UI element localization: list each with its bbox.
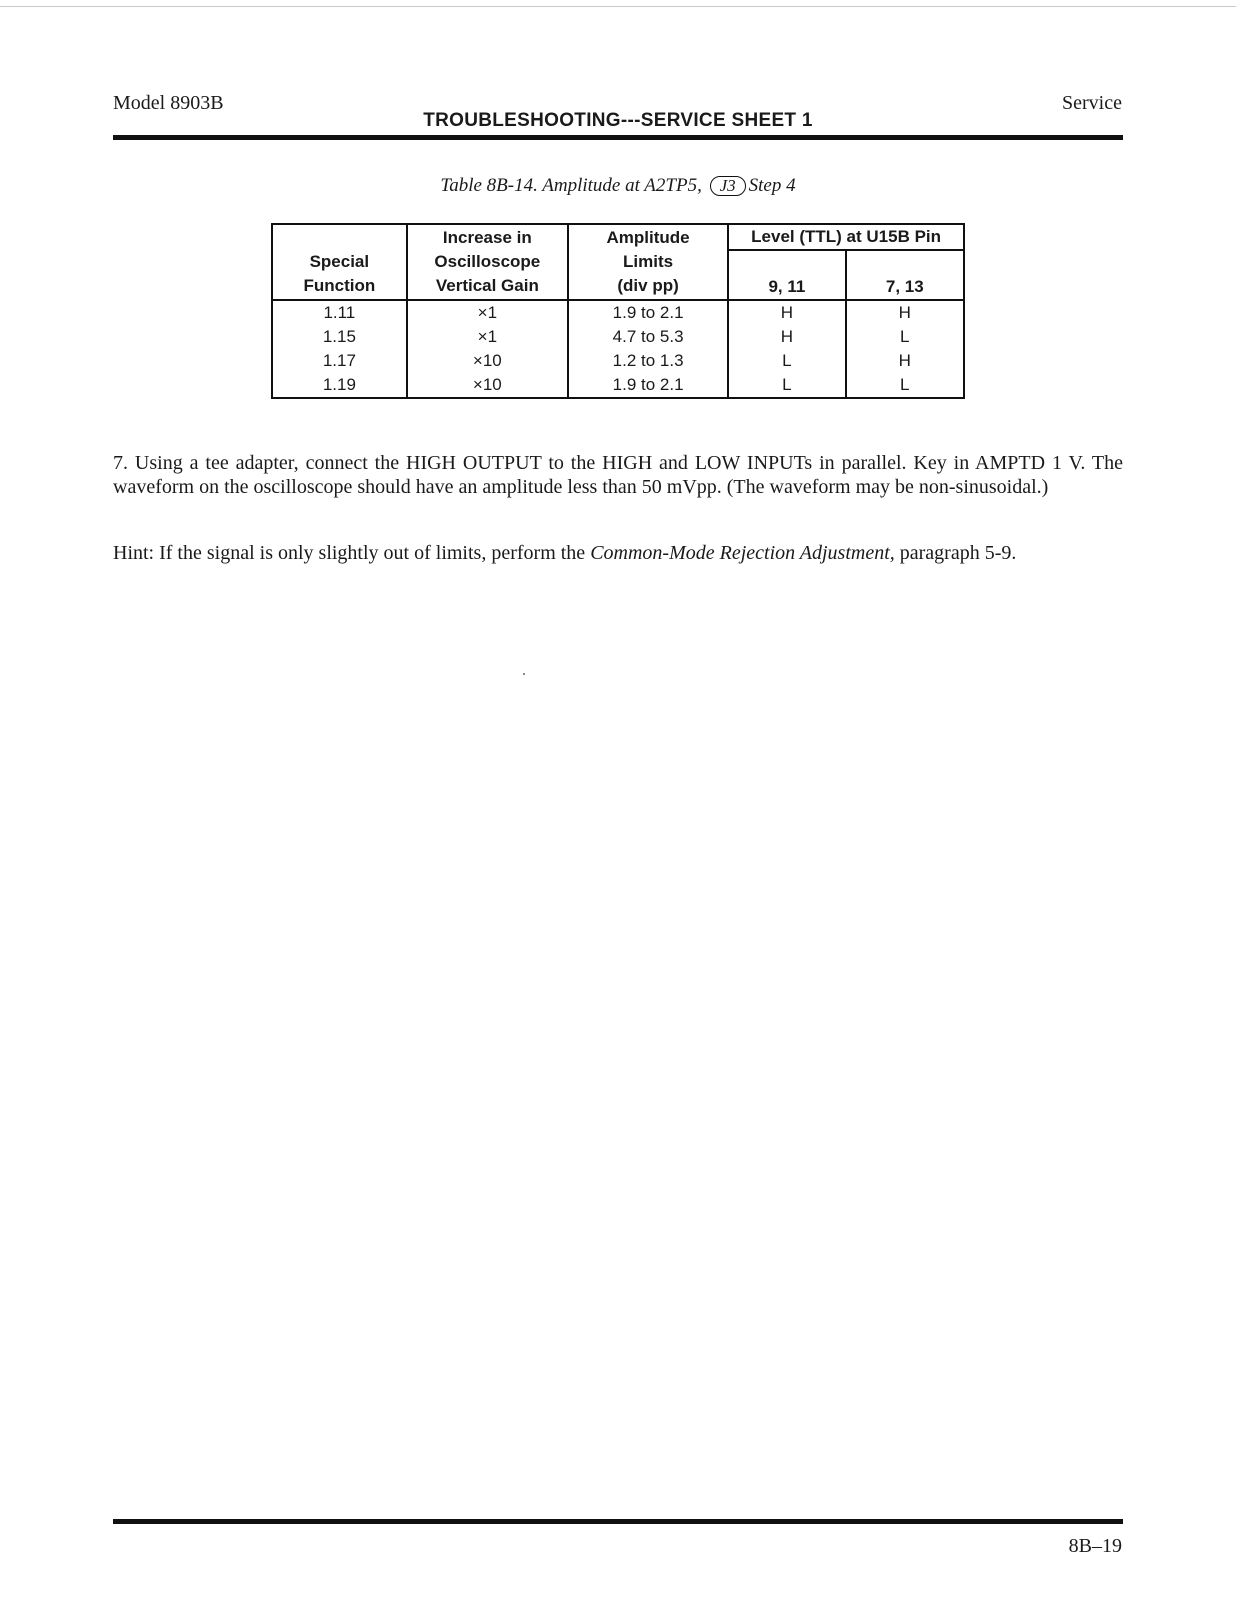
table-row [272,300,964,325]
table-caption [0,175,1236,197]
cell-pin-b: H [846,349,964,373]
header-special-function: Special Function [272,224,407,300]
header-gain: Increase in Oscilloscope Vertical Gain [407,224,568,300]
cell-pin-a: H [728,325,845,349]
scan-speck [523,673,525,675]
cell-limits: 4.7 to 5.3 [568,325,728,349]
header-pin-a-blank [728,250,845,275]
hint-text: Hint: If the signal is only slightly out of limits, perform the [113,542,586,564]
cell-gain: ×10 [407,373,568,398]
step-badge: J3 [710,176,746,196]
hint-paragraph-ref: paragraph 5-9. [899,542,1017,564]
table-row [272,325,964,349]
hint-reference: Common-Mode Rejection Adjustment, [590,542,895,564]
cell-function: 1.15 [272,325,407,349]
page-number: 8B–19 [1068,1535,1122,1557]
cell-function: 1.19 [272,373,407,398]
cell-pin-b: L [846,325,964,349]
cell-gain: ×1 [407,325,568,349]
caption-prefix: Table 8B-14. Amplitude at A2TP5, [440,175,702,196]
table-row [272,349,964,373]
amplitude-table [271,223,965,399]
step-7-paragraph: 7. Using a tee adapter, connect the HIGH OUTPUT to the HIGH and LOW INPUTs in parallel. Key in AMPTD 1 V. The waveform on the oscilloscope should have an amplitude less than 50 mVpp. (The waveform may be non-sinusoidal.) [113,452,1123,498]
cell-limits: 1.2 to 1.3 [568,349,728,373]
hint-paragraph [113,541,1123,565]
cell-pin-b: H [846,300,964,325]
header-level: Level (TTL) at U15B Pin [728,224,964,250]
cell-limits: 1.9 to 2.1 [568,373,728,398]
cell-function: 1.11 [272,300,407,325]
scan-edge-line [0,6,1236,7]
header-pin-b: 7, 13 [846,275,964,300]
cell-pin-a: L [728,349,845,373]
header-rule [113,135,1123,140]
footer-rule [113,1519,1123,1524]
cell-gain: ×10 [407,349,568,373]
page-title: TROUBLESHOOTING---SERVICE SHEET 1 [423,110,813,131]
cell-pin-b: L [846,373,964,398]
header-pin-a: 9, 11 [728,275,845,300]
cell-pin-a: L [728,373,845,398]
cell-gain: ×1 [407,300,568,325]
table-row [272,373,964,398]
caption-suffix: Step 4 [748,175,796,196]
header-limits: Amplitude Limits (div pp) [568,224,728,300]
header-section: Service [1062,92,1122,114]
cell-pin-a: H [728,300,845,325]
header-pin-b-blank [846,250,964,275]
cell-function: 1.17 [272,349,407,373]
header-model: Model 8903B [113,92,224,114]
cell-limits: 1.9 to 2.1 [568,300,728,325]
